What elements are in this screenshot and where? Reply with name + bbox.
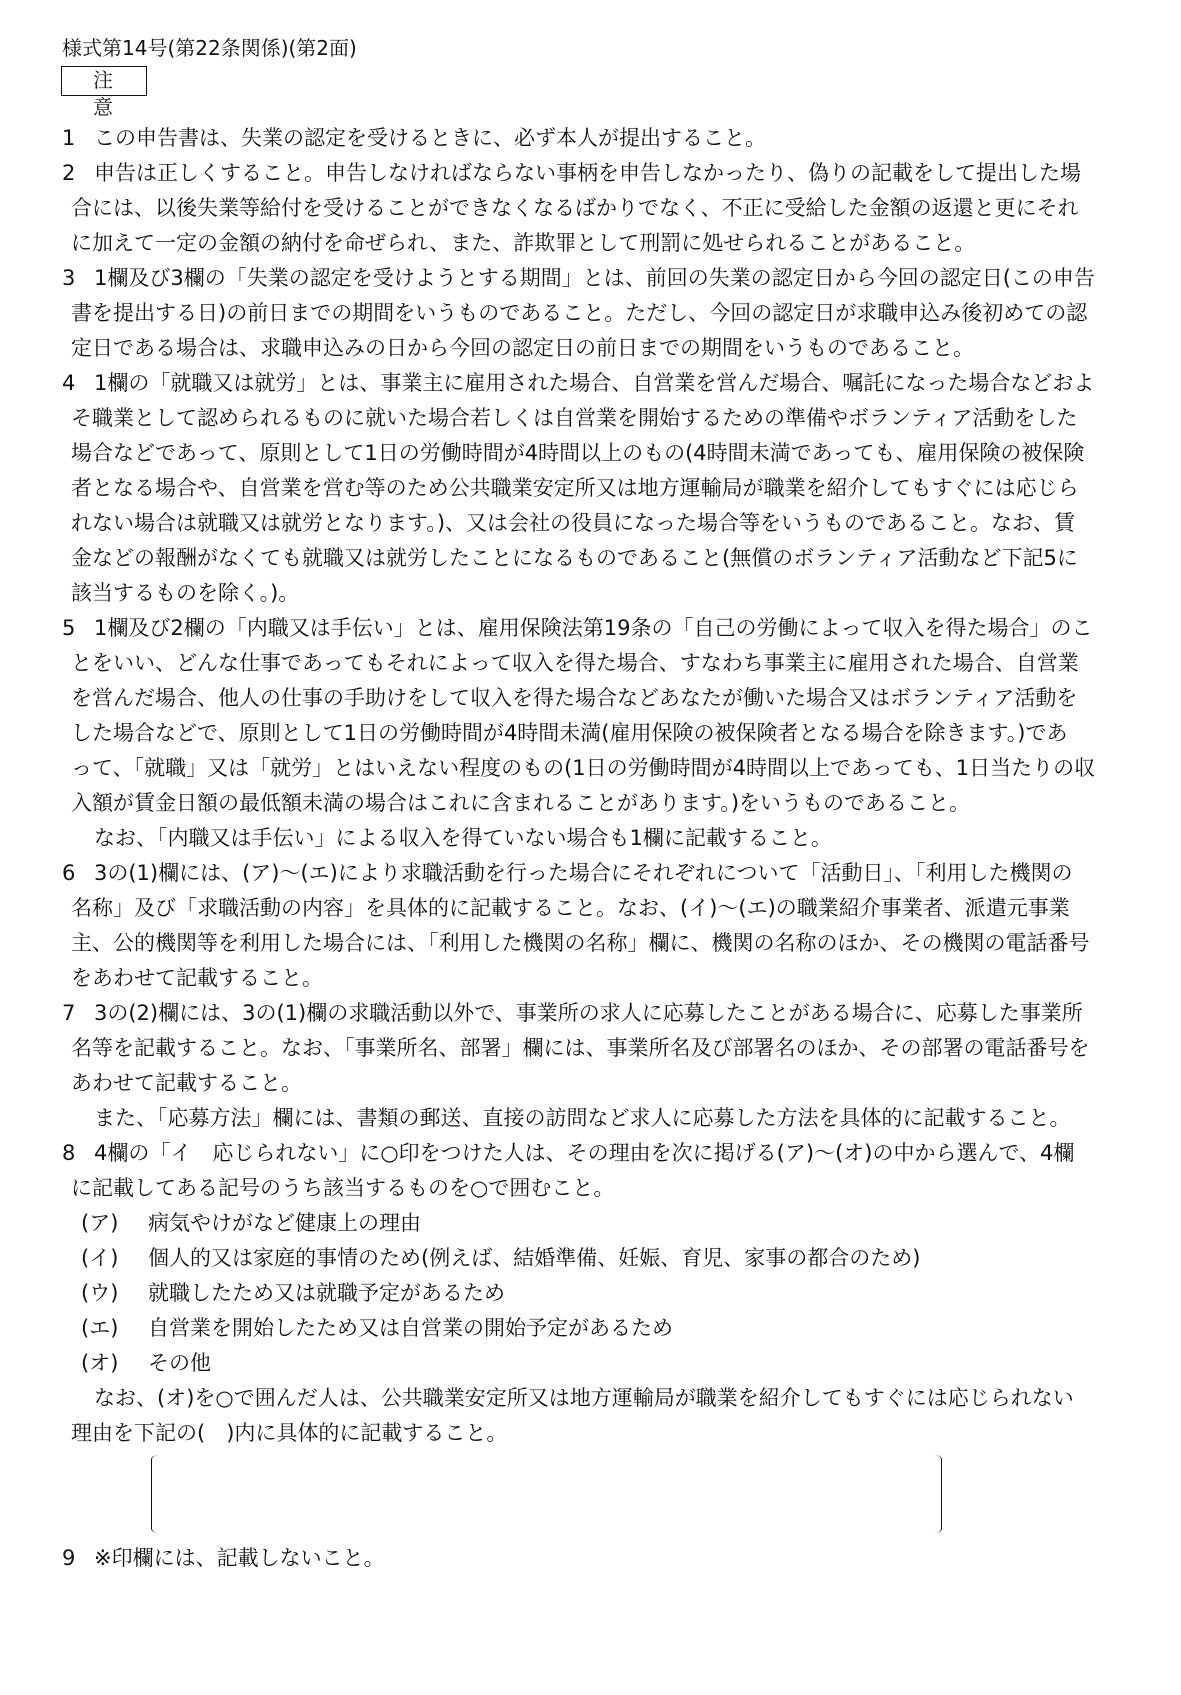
form-title: 様式第14号(第22条関係)(第2面) (62, 36, 357, 60)
notice-line (62, 401, 1141, 436)
item-number: 1 (62, 126, 76, 150)
item-text: れない場合は就職又は就労となります。)、又は会社の役員になった場合等をいうものであること。なお、賃 (71, 511, 1076, 535)
item-text: この申告書は、失業の認定を受けるときに、必ず本人が提出すること。 (94, 126, 766, 150)
item-number: 8 (62, 1141, 76, 1165)
notice-line (62, 1541, 1141, 1576)
reason-option (62, 1241, 1141, 1276)
notice-line (62, 121, 1141, 156)
item-text: そ職業として認められるものに就いた場合若しくは自営業を開始するための準備やボランティア活動をした (71, 406, 1078, 430)
item-text: した場合などで、原則として1日の労働時間が4時間未満(雇用保険の被保険者となる場合を除きます。)であ (71, 721, 1068, 745)
item-text: 名称」及び「求職活動の内容」を具体的に記載すること。なお、(イ)～(エ)の職業紹介事業者、派遣元事業 (71, 896, 1070, 920)
left-bracket (151, 1455, 165, 1533)
option-label: (ウ) (81, 1281, 119, 1305)
item-text: をあわせて記載すること。 (71, 966, 323, 990)
notice-line (62, 961, 1141, 996)
option-label: (イ) (81, 1246, 119, 1270)
notice-line (62, 1066, 1141, 1101)
note-text: 理由を下記の( )内に具体的に記載すること。 (71, 1421, 508, 1445)
note-text: なお、「内職又は手伝い」による収入を得ていない場合も1欄に記載すること。 (94, 826, 832, 850)
notice-line (62, 436, 1141, 471)
reason-option (62, 1311, 1141, 1346)
notice-line (62, 716, 1141, 751)
item-text: ※印欄には、記載しないこと。 (94, 1546, 385, 1570)
item-text: 名等を記載すること。なお、「事業所名、部署」欄には、事業所名及び部署名のほか、その部署の電話番号を (71, 1036, 1090, 1060)
item-number: 7 (62, 1001, 76, 1025)
item-text: 1欄の「就職又は就労」とは、事業主に雇用された場合、自営業を営んだ場合、嘱託になった場合などおよ (94, 371, 1095, 395)
option-label: (ア) (81, 1211, 119, 1235)
item-text: 金などの報酬がなくても就職又は就労したことになるものであること(無償のボランティア活動など下記5に (71, 546, 1078, 570)
item-number: 2 (62, 161, 76, 185)
option-text: 個人的又は家庭的事情のため(例えば、結婚準備、妊娠、育児、家事の都合のため) (148, 1246, 921, 1270)
item-number: 3 (62, 266, 76, 290)
item-text: 1欄及び2欄の「内職又は手伝い」とは、雇用保険法第19条の「自己の労働によって収入を得た場合」のこ (94, 616, 1093, 640)
note-line (62, 1381, 1141, 1416)
item-text: あわせて記載すること。 (71, 1071, 302, 1095)
notice-line (62, 926, 1141, 961)
note-line (62, 1416, 1141, 1451)
item-text: って、「就職」又は「就労」とはいえない程度のもの(1日の労働時間が4時間以上であっても、1日当たりの収 (71, 756, 1096, 780)
note-line (62, 1101, 1141, 1136)
item-text: 1欄及び3欄の「失業の認定を受けようとする期間」とは、前回の失業の認定日から今回の認定日(この申告 (94, 266, 1095, 290)
notice-line (62, 296, 1141, 331)
notice-line (62, 681, 1141, 716)
item-text: とをいい、どんな仕事であってもそれによって収入を得た場合、すなわち事業主に雇用された場合、自営業 (71, 651, 1079, 675)
notice-line (62, 331, 1141, 366)
notice-line (62, 611, 1141, 646)
item-text: 3の(1)欄には、(ア)～(エ)により求職活動を行った場合にそれぞれについて「活動日」、「利用した機関の (94, 861, 1073, 885)
item-text: 主、公的機関等を利用した場合には、「利用した機関の名称」欄に、機関の名称のほか、その機関の電話番号 (71, 931, 1090, 955)
note-text: なお、(オ)を○で囲んだ人は、公共職業安定所又は地方運輸局が職業を紹介してもすぐには応じられない (94, 1386, 1074, 1410)
item-text: 該当するものを除く。)。 (71, 581, 300, 605)
item-text: 者となる場合や、自営業を営む等のため公共職業安定所又は地方運輸局が職業を紹介してもすぐには応じら (71, 476, 1079, 500)
reason-option (62, 1346, 1141, 1381)
option-label: (オ) (81, 1351, 119, 1375)
notice-line (62, 891, 1141, 926)
reason-option (62, 1206, 1141, 1241)
notice-line (62, 366, 1141, 401)
notice-heading: 注 意 (61, 66, 147, 96)
item-text: 場合などであって、原則として1日の労働時間が4時間以上のもの(4時間未満であっても、雇用保険の被保険 (71, 441, 1085, 465)
notice-line (62, 191, 1141, 226)
notice-line (62, 856, 1141, 891)
option-text: 病気やけがなど健康上の理由 (148, 1211, 421, 1235)
notice-line (62, 156, 1141, 191)
reason-option (62, 1276, 1141, 1311)
note-line (62, 821, 1141, 856)
notice-line (62, 1136, 1141, 1171)
item-text: に記載してある記号のうち該当するものを○で囲むこと。 (71, 1176, 615, 1200)
item-text: 申告は正しくすること。申告しなければならない事柄を申告しなかったり、偽りの記載をして提出した場 (94, 161, 1081, 185)
notice-line (62, 576, 1141, 611)
notice-line (62, 1171, 1141, 1206)
notice-line (62, 471, 1141, 506)
item-number: 4 (62, 371, 76, 395)
notice-line (62, 541, 1141, 576)
right-bracket (928, 1455, 942, 1533)
notice-line (62, 506, 1141, 541)
item-number: 9 (62, 1546, 76, 1570)
item-text: を営んだ場合、他人の仕事の手助けをして収入を得た場合などあなたが働いた場合又はボランティア活動を (71, 686, 1078, 710)
item-text: 定日である場合は、求職申込みの日から今回の認定日の前日までの期間をいうものであること。 (71, 336, 974, 360)
notice-line (62, 646, 1141, 681)
item-text: に加えて一定の金額の納付を命ぜられ、また、詐欺罪として刑罰に処せられることがあること。 (71, 231, 976, 255)
item-text: 入額が賃金日額の最低額未満の場合はこれに含まれることがあります。)をいうものであること。 (71, 791, 971, 815)
option-text: 自営業を開始したため又は自営業の開始予定があるため (148, 1316, 673, 1340)
reason-write-in-area[interactable] (62, 1451, 1141, 1541)
note-text: また、「応募方法」欄には、書類の郵送、直接の訪問など求人に応募した方法を具体的に記載すること。 (94, 1106, 1071, 1130)
notice-line (62, 786, 1141, 821)
option-label: (エ) (81, 1316, 119, 1340)
notice-line (62, 261, 1141, 296)
item-number: 6 (62, 861, 76, 885)
notice-list (62, 121, 1141, 1576)
item-text: 4欄の「イ 応じられない」に○印をつけた人は、その理由を次に掲げる(ア)～(オ)の中から選んで、4欄 (94, 1141, 1075, 1165)
notice-line (62, 226, 1141, 261)
notice-line (62, 996, 1141, 1031)
item-text: 書を提出する日)の前日までの期間をいうものであること。ただし、今回の認定日が求職申込み後初めての認 (71, 301, 1088, 325)
item-text: 3の(2)欄には、3の(1)欄の求職活動以外で、事業所の求人に応募したことがある場合に、応募した事業所 (94, 1001, 1083, 1025)
item-text: 合には、以後失業等給付を受けることができなくなるばかりでなく、不正に受給した金額の返還と更にそれ (71, 196, 1079, 220)
item-number: 5 (62, 616, 76, 640)
option-text: 就職したため又は就職予定があるため (148, 1281, 505, 1305)
notice-line (62, 751, 1141, 786)
notice-line (62, 1031, 1141, 1066)
option-text: その他 (148, 1351, 211, 1375)
